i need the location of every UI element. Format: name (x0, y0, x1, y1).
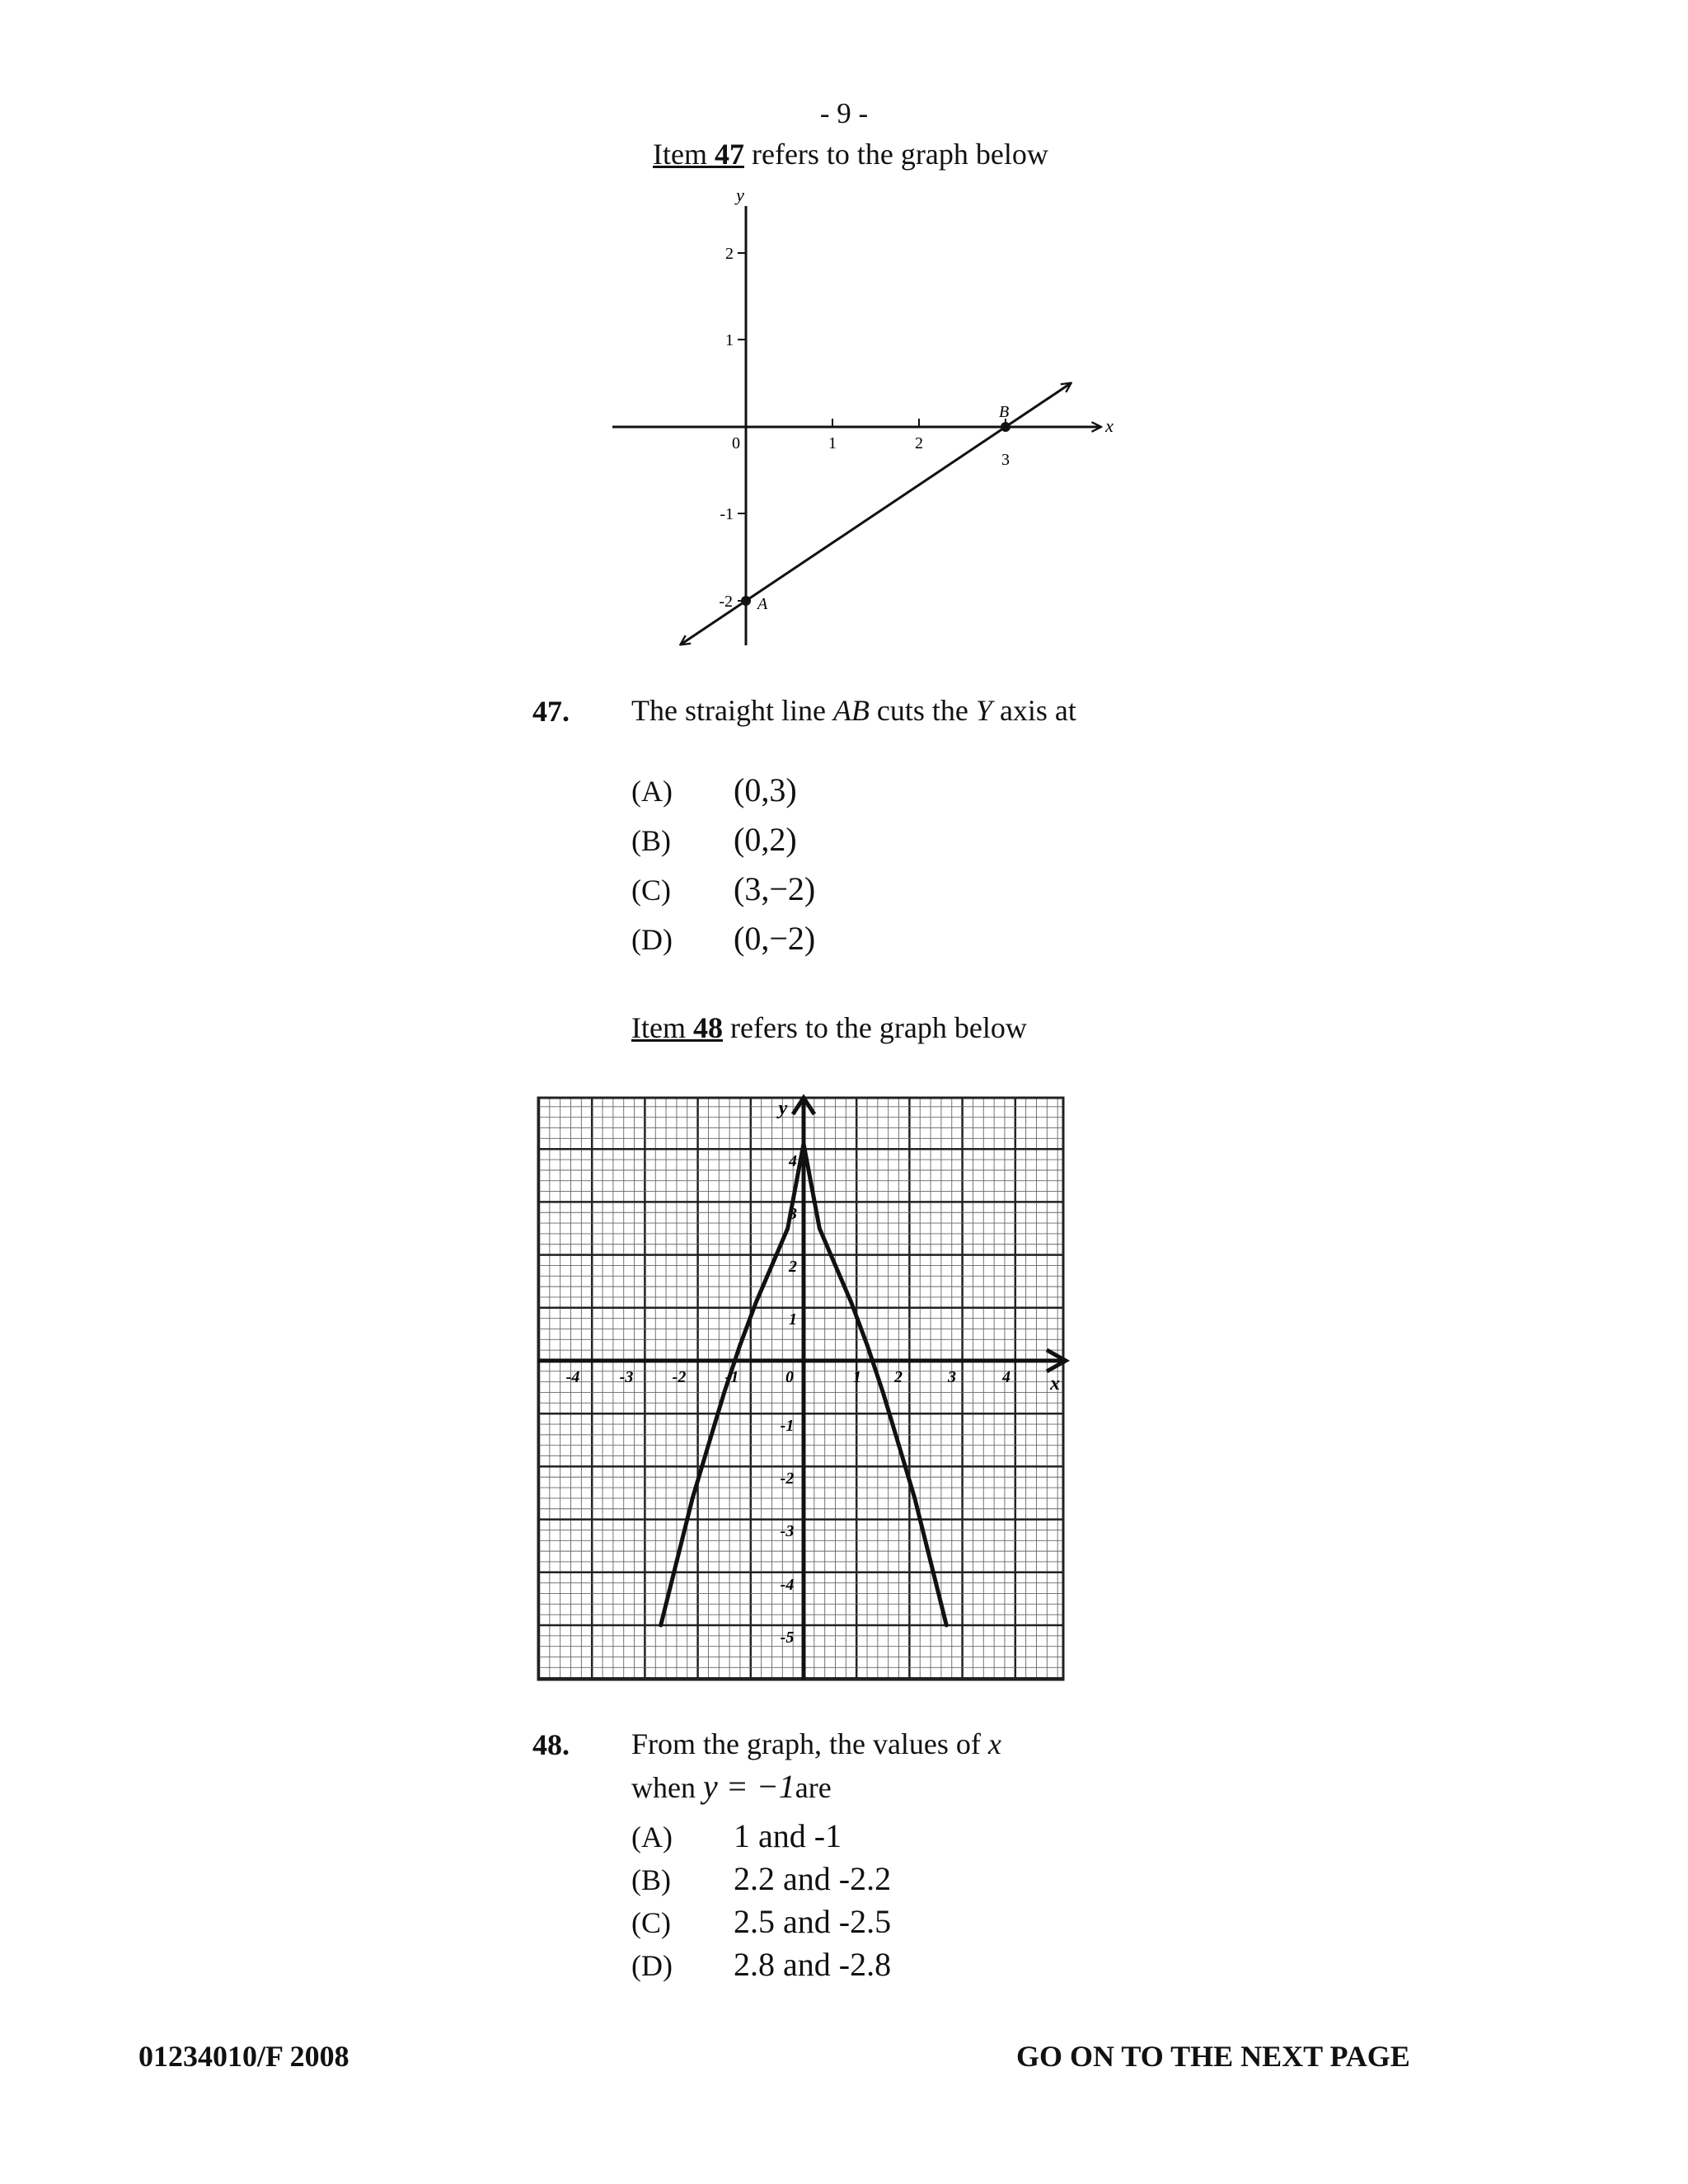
item-47-stem-y: Y (975, 694, 992, 727)
g2-grid-border (538, 1098, 1063, 1680)
item-48-intro-prefix: Item (631, 1011, 693, 1044)
g1-tick-label-x-3: 3 (1001, 451, 1010, 469)
option-text: 2.5 and -2.5 (734, 1903, 892, 1940)
item-47-stem (631, 689, 1076, 732)
g2-tick-label-x-m3: -3 (619, 1368, 634, 1386)
footer-next-page: GO ON TO THE NEXT PAGE (1016, 2040, 1410, 2073)
page-number: - 9 - (819, 97, 869, 129)
g2-tick-label-x-3: 3 (948, 1368, 956, 1386)
item-47-stem-text-2: cuts the (869, 694, 976, 727)
item-48-number: 48. (532, 1728, 570, 1761)
option-text: 2.2 and -2.2 (734, 1860, 892, 1897)
option-letter: (A) (631, 1821, 673, 1854)
item-47-number: 47. (532, 695, 570, 728)
option-letter: (C) (631, 1906, 671, 1939)
item-48-intro-suffix: refers to the graph below (722, 1011, 1027, 1044)
g1-tick-label-x-0: 0 (732, 434, 740, 452)
g2-tick-label-y-4: 4 (789, 1152, 797, 1170)
item-48-stem-line-2 (631, 1765, 832, 1809)
footer-paper-code: 01234010/F 2008 (138, 2040, 349, 2073)
g2-tick-label-x-m4: -4 (565, 1368, 580, 1386)
item-47-intro-number: 47 (714, 138, 744, 171)
option-letter: (D) (631, 1949, 673, 1982)
item-48-stem-when: when (631, 1771, 703, 1804)
g2-x-axis-label: x (1050, 1373, 1060, 1394)
g2-tick-label-y-1: 1 (789, 1310, 797, 1329)
g2-tick-label-y-3: 3 (789, 1205, 797, 1223)
option-text: (0,2) (734, 821, 797, 858)
g1-point-a (741, 596, 751, 606)
g2-tick-label-x-m2: -2 (672, 1368, 687, 1386)
g2-tick-label-y-m2: -2 (780, 1469, 795, 1488)
g2-tick-label-x-1: 1 (853, 1368, 861, 1386)
option-letter: (C) (631, 874, 671, 907)
item-48-parabola-graph (536, 1092, 1071, 1685)
item-47-intro-prefix: Item (653, 138, 715, 171)
g1-tick-label-y-m1: -1 (720, 505, 734, 523)
item-47-stem-text-1: The straight line (631, 694, 833, 727)
g2-y-axis-label: y (778, 1098, 788, 1119)
g2-tick-label-x-m1: -1 (724, 1368, 739, 1386)
item-47-intro-suffix: refers to the graph below (743, 138, 1048, 171)
option-letter: (B) (631, 824, 671, 857)
g2-tick-label-x-4: 4 (1002, 1368, 1010, 1386)
g2-tick-label-y-m4: -4 (780, 1576, 795, 1594)
g2-tick-label-y-m3: -3 (780, 1522, 795, 1540)
g2-tick-label-y-m1: -1 (780, 1417, 795, 1435)
option-letter: (D) (631, 923, 673, 956)
g1-y-axis-label: y (736, 185, 744, 205)
g1-point-b (1001, 422, 1010, 432)
option-text: (0,−2) (734, 920, 816, 957)
option-text: 2.8 and -2.8 (734, 1946, 892, 1983)
item-48-stem-are: are (795, 1771, 832, 1804)
item-47-intro (653, 137, 1048, 171)
item-47-stem-ab: AB (832, 694, 870, 727)
g2-tick-label-x-0: 0 (785, 1368, 794, 1386)
item-48-stem-equation: y = −1 (702, 1768, 795, 1805)
g2-tick-label-y-2: 2 (789, 1258, 797, 1276)
g1-tick-label-y-m2: -2 (719, 593, 733, 611)
item-48-intro-number: 48 (692, 1011, 723, 1044)
option-letter: (A) (631, 775, 673, 808)
g2-tick-label-x-2: 2 (894, 1368, 903, 1386)
item-47-stem-text-3: axis at (992, 694, 1076, 727)
item-48-stem-var-x: x (987, 1727, 1001, 1760)
item-48-intro (631, 1010, 1027, 1045)
g1-tick-label-y-2: 2 (725, 245, 734, 263)
option-text: 1 and -1 (734, 1817, 842, 1854)
g1-point-label-b: B (999, 403, 1010, 421)
item-47-line-graph (593, 181, 1121, 659)
g1-point-label-a: A (757, 595, 768, 613)
item-48-stem-line-1 (631, 1722, 1001, 1765)
option-text: (3,−2) (734, 870, 816, 907)
g1-tick-label-x-1: 1 (828, 434, 837, 452)
item-48-stem-text: From the graph, the values of (631, 1727, 988, 1760)
option-text: (0,3) (734, 771, 797, 808)
option-letter: (B) (631, 1863, 671, 1896)
g1-tick-label-x-2: 2 (915, 434, 923, 452)
g1-tick-label-y-1: 1 (725, 331, 734, 349)
g2-tick-label-y-m5: -5 (780, 1629, 795, 1647)
g1-x-axis-label: x (1105, 415, 1114, 436)
